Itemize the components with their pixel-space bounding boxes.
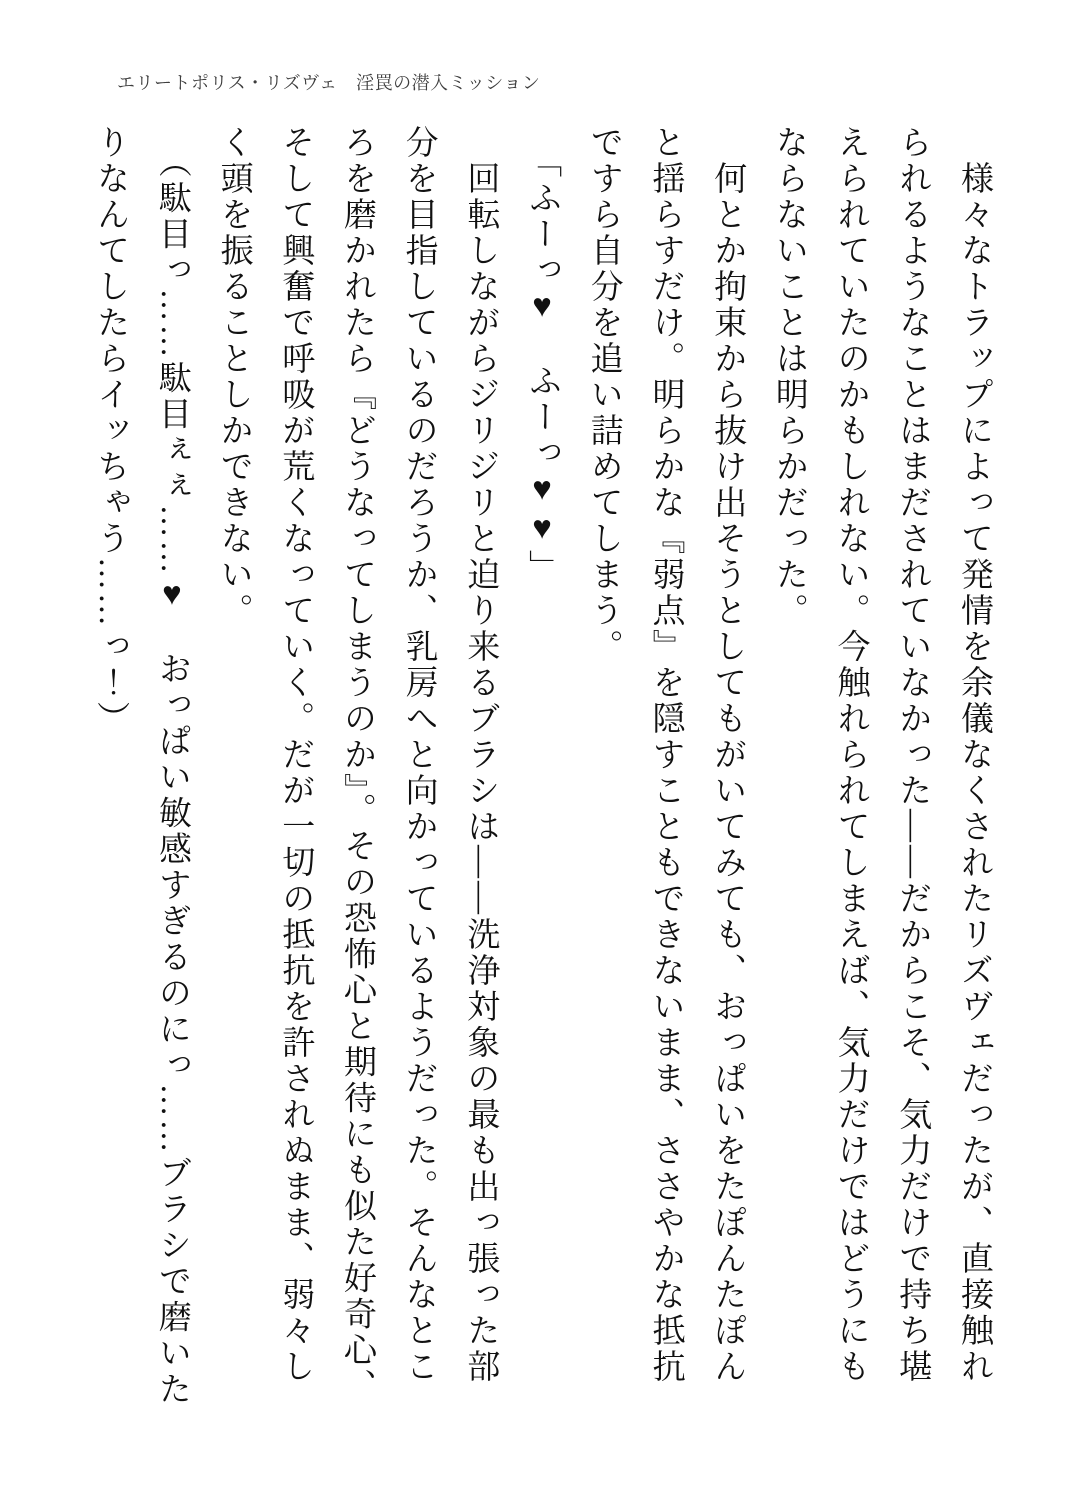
text-column: （駄目っ……駄目ぇぇ……♥ おっぱい敏感すぎるのにっ……ブラシで磨いた [153, 125, 190, 1408]
text-column: 「ふーっ♥ ふーっ♥♥」 [524, 125, 561, 586]
text-column: 様々なトラップによって発情を余儀なくされたリズヴェだったが、直接触れ [956, 125, 992, 1385]
text-column: そして興奮で呼吸が荒くなっていく。だが一切の抵抗を許されぬまま、弱々し [277, 125, 314, 1385]
text-column: りなんてしたらイッちゃう……っ！） [92, 125, 129, 737]
novel-body [78, 125, 1004, 1408]
page-header-title: エリートポリス・リズヴェ 淫罠の潜入ミッション [117, 73, 541, 93]
text-column: られるようなことはまだされていなかった――だからこそ、気力だけで持ち堪 [894, 125, 931, 1385]
text-column: と揺らすだけ。明らかな『弱点』を隠すこともできないまま、ささやかな抵抗 [647, 125, 684, 1385]
text-column: ろを磨かれたら『どうなってしまうのか』。その恐怖心と期待にも似た好奇心、 [338, 125, 375, 1405]
text-column: ならないことは明らかだった。 [770, 125, 807, 629]
text-column: 回転しながらジリジリと迫り来るブラシは――洗浄対象の最も出っ張った部 [462, 125, 499, 1385]
text-column: 何とか拘束から抜け出そうとしてもがいてみても、おっぱいをたぽんたぽん [709, 125, 746, 1385]
text-column: ですら自分を追い詰めてしまう。 [585, 125, 622, 665]
text-column: えられていたのかもしれない。今触れられてしまえば、気力だけではどうにも [832, 125, 869, 1385]
text-column: く頭を振ることしかできない。 [215, 125, 252, 629]
text-column: 分を目指しているのだろうか、乳房へと向かっているようだった。そんなとこ [400, 125, 437, 1385]
running-header [95, 48, 540, 116]
